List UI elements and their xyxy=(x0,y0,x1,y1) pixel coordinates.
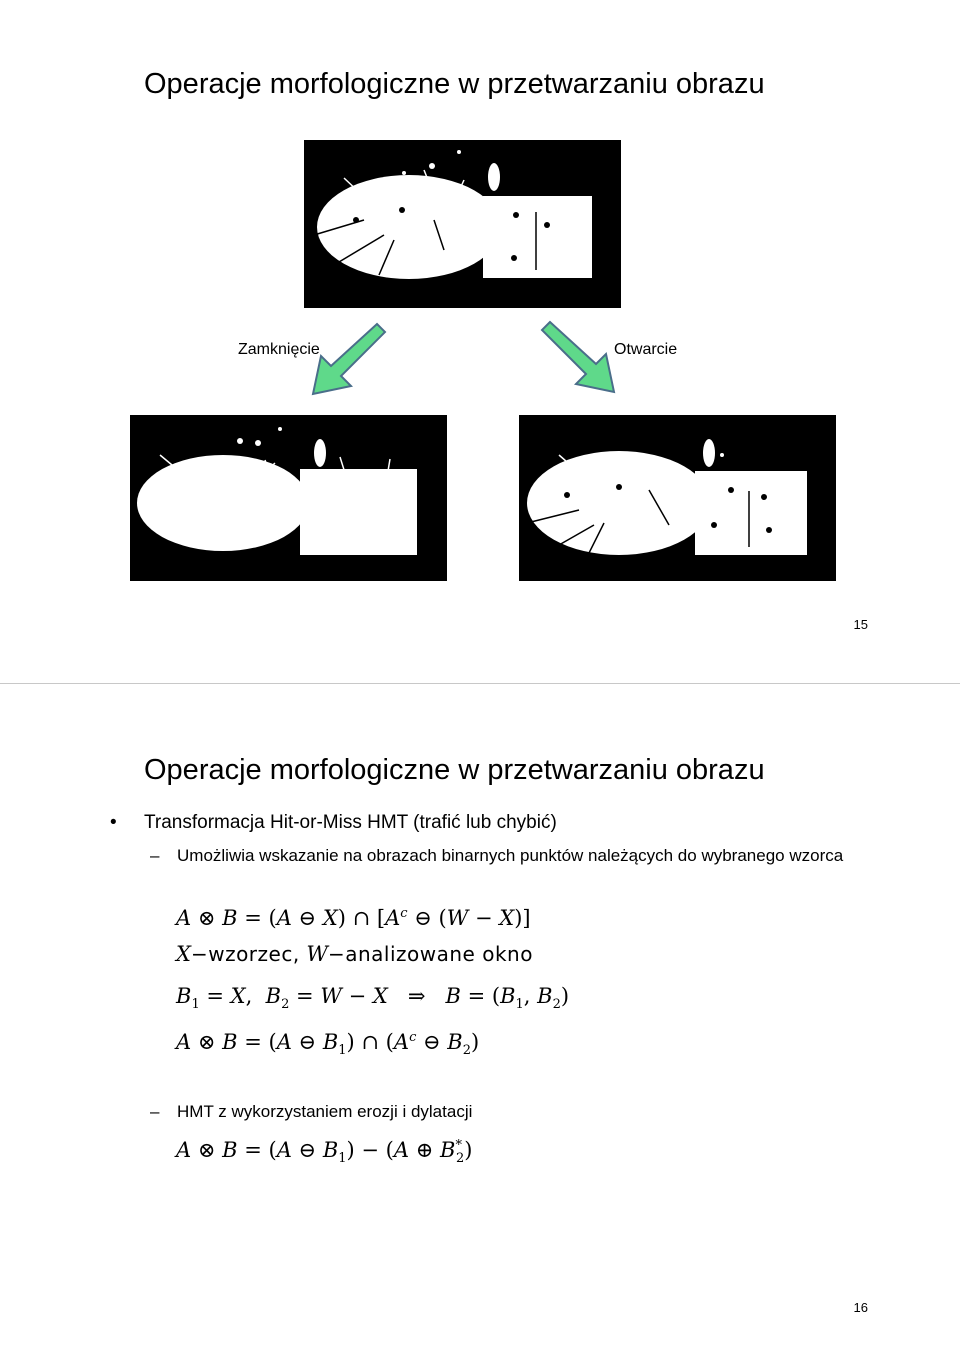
sub-bullet-description: – Umożliwia wskazanie na obrazach binarnych punktów należących do wybranego wzorca xyxy=(150,846,844,865)
slide-title: Operacje morfologiczne w przetwarzaniu obrazu xyxy=(144,754,765,786)
sub-bullet-text: Umożliwia wskazanie na obrazach binarnych punktów należących do wybranego wzorca xyxy=(177,846,844,865)
slide-16 xyxy=(0,684,960,1367)
sub-bullet-text: HMT z wykorzystaniem erozji i dylatacji xyxy=(177,1102,473,1121)
arrow-down-left-icon xyxy=(305,318,387,400)
bullet-text: Transformacja Hit-or-Miss HMT (trafić lub chybić) xyxy=(144,812,557,833)
arrow-down-right-icon xyxy=(540,316,622,398)
legend-x-text: −wzorzec, xyxy=(190,942,300,966)
bullet-hmt: • Transformacja Hit-or-Miss HMT (trafić lub chybić) xyxy=(110,812,557,833)
slide-15 xyxy=(0,0,960,683)
page-number: 16 xyxy=(853,1300,868,1315)
label-opening: Otwarcie xyxy=(614,341,678,358)
formula-hmt-erosion: A ⊗ B = (A ⊖ $B_1$) ∩ ($A^c$ ⊖ $B_2$) xyxy=(176,1030,480,1059)
original-binary-image xyxy=(304,140,621,308)
sub-bullet-erosion-dilation: – HMT z wykorzystaniem erozji i dylatacji xyxy=(150,1102,473,1121)
formula-hmt-dilation: A ⊗ B = (A ⊖ $B_1) - (A$ ⊕ $B^*_2$) xyxy=(176,1138,473,1167)
legend-w-text: −analizowane okno xyxy=(327,942,533,966)
slide-title: Operacje morfologiczne w przetwarzaniu obrazu xyxy=(144,68,765,100)
formula-structuring-elements: $B_1 = X$, $B_2 = W - X$ ⇒ $B = (B_1$, $B_2$) xyxy=(176,984,570,1013)
opening-result-image xyxy=(519,415,836,581)
var-w: W xyxy=(306,942,328,966)
label-closing: Zamknięcie xyxy=(238,341,320,358)
formula-legend xyxy=(176,942,533,966)
var-x: X xyxy=(176,942,191,966)
closing-result-image xyxy=(130,415,447,581)
formula-hmt-definition: A ⊗ B = (A ⊖ X) ∩ [$A^c$ ⊖ (W − X)] xyxy=(176,906,531,930)
page-number: 15 xyxy=(853,617,868,632)
